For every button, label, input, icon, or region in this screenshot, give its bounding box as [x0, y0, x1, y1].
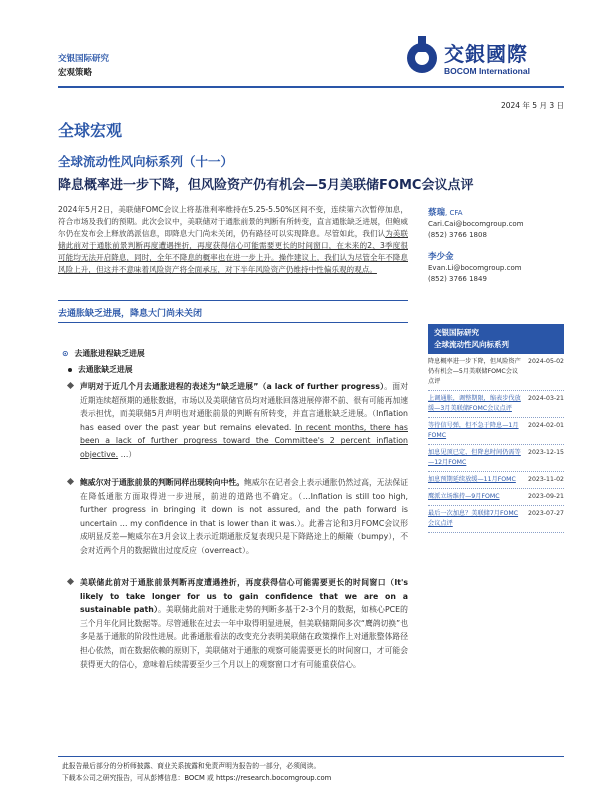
- related-report-link[interactable]: 最后一次加息？美联储7月FOMC会议点评: [428, 510, 519, 527]
- summary-part-a: 2024年5月2日，美联储FOMC会议上将基准利率维持在5.25-5.50%区间不变，连续第六次暂停加息，符合市场及我们的预期。此次会议中，美联储对于通胀前景的判断有所转变，直言通胀缺乏进展，但鲍威尔仍在发布会上释放鸽派信息，即降息大门尚未关闭，仍有路径可以实现降息。尽管如此，我们认: [58, 205, 408, 238]
- report-section: 宏观策略: [58, 68, 93, 78]
- paragraph-body: 。面对近期连续超预期的通胀数据，市场以及美联储官员均对通胀回落进展停滞不前、很有可能再加速表示担忧，而美联储5月声明也对通胀前景的判断有所转变，并直言通胀缺乏进展。: [80, 382, 409, 419]
- summary-part-b: 为美联储此前对于通胀前景判断再度遭遇挫折，再度获得信心可能需要更长的时间窗口，在未来的2、3季度很可能均无法开启降息，同时，全年不降息的概率也在进一步上升。操作建议上，我们认为尽管全年不降息风险上升，但这并不意味着风险资产将全面承压，对下半年风险资产仍维持中性偏乐观的观点。: [58, 229, 408, 274]
- paragraph-lead-en: （It's likely to take longer for us to gain confidence that we are on a sustainable path）: [80, 578, 409, 615]
- analyst-name: 李少金: [428, 252, 454, 262]
- related-report-date: 2023-11-02: [528, 476, 564, 483]
- related-report-date: 2023-09-21: [528, 493, 564, 500]
- related-report-link[interactable]: 加息见顶已定，但降息时间仍需等—12月FOMC: [428, 449, 521, 466]
- paragraph-en-plain: （Inflation has eased over the past year but remains elevated.: [80, 409, 408, 432]
- related-report-date: 2024-02-01: [528, 422, 564, 429]
- sidebar-header-series: 全球流动性风向标系列: [434, 340, 509, 349]
- paragraph-en-underline: In recent months, there has been a lack of further progress toward the Committee's 2 percent inflation objective.: [80, 422, 408, 459]
- footer-divider: [58, 756, 564, 757]
- bullet-icon: [68, 368, 72, 372]
- analyst-name: 蔡瑞: [428, 208, 446, 218]
- sidebar-header: [428, 324, 564, 354]
- report-headline: 降息概率进一步下降，但风险资产仍有机会—5月美联储FOMC会议点评: [58, 178, 474, 193]
- paragraph-en-tail: …）: [118, 449, 137, 459]
- series-title: 全球流动性风向标系列（十一）: [58, 154, 234, 169]
- company-logo: [404, 36, 564, 80]
- analyst-email[interactable]: Evan.Li@bocomgroup.com: [428, 264, 522, 272]
- subsection-heading-text: 去通胀进程缺乏进展: [74, 349, 145, 358]
- section-divider-bottom: [58, 322, 408, 323]
- analyst-cfa: , CFA: [445, 209, 463, 217]
- paragraph-body: 鲍威尔在记者会上表示通胀仍然过高，无法保证在降低通胀方面取得进一步进展，前进的道路也不确定。（…Inflation is still too high, further progress in bringing it down is not assured, and the path forward is uncertain … my confidence in that is lower than it was.）。此番言论和3月FOMC会议形成明显反差—鲍威尔在3月会议上表示近期通胀反复表现只是下降路途上的颠簸（bumpy），不会对近两个月的数据做出过度反应（overreact）。: [80, 478, 409, 555]
- related-report-date: 2024-05-02: [528, 358, 564, 365]
- analyst-email[interactable]: Cari.Cai@bocomgroup.com: [428, 220, 524, 228]
- body-paragraph: [80, 476, 408, 558]
- logo-chinese-text: 交銀國際: [444, 42, 528, 66]
- related-report-title: 降息概率进一步下降，但风险资产仍有机会—5月美联储FOMC会议点评: [428, 358, 521, 385]
- paragraph-lead: 声明对于近几个月去通胀进程的表述为“缺乏进展”: [80, 382, 259, 391]
- related-report-link[interactable]: 加息预期延续放缓—11月FOMC: [428, 476, 516, 483]
- related-report-date: 2024-03-21: [528, 395, 564, 402]
- paragraph-lead-en: （a lack of further progress）: [258, 382, 385, 391]
- section-title: 去通胀缺乏进展，降息大门尚未关闭: [58, 309, 203, 319]
- diamond-bullet-icon: [67, 478, 74, 485]
- analyst-card: [428, 208, 524, 241]
- download-note: 下载本公司之研究报告，可从彭博信息：BOCM 或 https://research.bocomgroup.com: [62, 774, 332, 782]
- bullet-heading-text: 去通胀缺乏进展: [78, 365, 133, 374]
- related-report-item[interactable]: [428, 391, 564, 418]
- section-divider-top: [58, 300, 408, 301]
- related-report-item[interactable]: [428, 445, 564, 472]
- body-paragraph: [80, 576, 408, 671]
- analyst-phone: (852) 3766 1808: [428, 231, 487, 239]
- related-report-date: 2023-07-27: [528, 510, 564, 517]
- bocom-logo-icon: [404, 36, 440, 76]
- related-report-item[interactable]: [428, 472, 564, 489]
- related-reports-sidebar: [428, 324, 564, 533]
- analyst-phone: (852) 3766 1849: [428, 275, 487, 283]
- related-report-link[interactable]: 鹰派立场维持—9月FOMC: [428, 493, 500, 500]
- related-report-item[interactable]: [428, 506, 564, 533]
- related-report-item: [428, 354, 564, 391]
- diamond-bullet-icon: [67, 578, 74, 585]
- related-report-item[interactable]: [428, 489, 564, 506]
- firm-name: 交银国际研究: [58, 54, 110, 64]
- disclaimer-note: 此报告最后部分的分析师披露、商业关系披露和免责声明为报告的一部分，必须阅读。: [62, 762, 321, 770]
- subsection-heading: [62, 348, 145, 359]
- report-category: 全球宏观: [58, 121, 123, 140]
- header-divider: [58, 86, 564, 88]
- related-report-item[interactable]: [428, 418, 564, 445]
- sidebar-header-firm: 交银国际研究: [434, 328, 479, 337]
- paragraph-lead: 鲍威尔对于通胀前景的判断同样出现转向中性。: [80, 478, 245, 487]
- logo-english-text: BOCOM International: [444, 66, 530, 76]
- related-report-date: 2023-12-15: [528, 449, 564, 456]
- analyst-card: [428, 252, 522, 285]
- bullet-heading: [68, 364, 133, 375]
- paragraph-lead: 美联储此前对于通胀前景判断再度遭遇挫折，再度获得信心可能需要更长的时间窗口: [80, 578, 387, 587]
- target-icon: ⊙: [62, 349, 69, 358]
- related-report-link[interactable]: 上调通胀，调整期限，缩表步伐放缓—3月美联储FOMC会议点评: [428, 395, 521, 412]
- report-date: 2024 年 5 月 3 日: [500, 101, 564, 110]
- diamond-bullet-icon: [67, 382, 74, 389]
- paragraph-body: 。美联储此前对于通胀走势的判断多基于2-3个月的数据，如核心PCE的三个月年化同比数据等。尽管通胀在过去一年中取得明显进展，但美联储期间多次“鹰鸽切换”也多是基于通胀的阶段性进展。此番通胀看法的改变充分表明美联储在政策操作上对通胀整体路径担心依然，而在数据依赖的原则下，美联储对于通胀的观察可能需要更长的时间窗口，才可能会获得更大的信心，意味着后续需要至少三个月以上的观察窗口才有可能重获信心。: [80, 605, 408, 669]
- body-paragraph: [80, 380, 408, 462]
- related-report-link[interactable]: 等待信号弹，但不急于降息—1月FOMC: [428, 422, 519, 439]
- executive-summary: [58, 204, 408, 276]
